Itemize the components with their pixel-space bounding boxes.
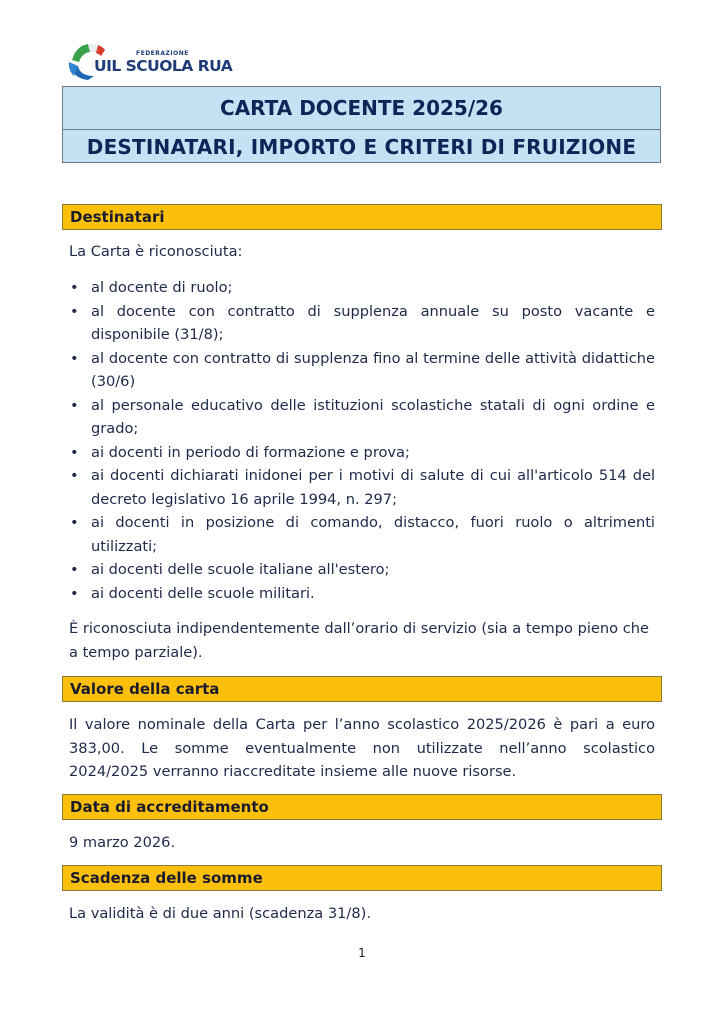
list-item: • ai docenti in posizione di comando, distacco, fuori ruolo o altrimenti utilizzati;	[69, 511, 655, 558]
uil-scuola-rua-logo	[66, 40, 233, 84]
logo-federazione-text: FEDERAZIONE	[136, 50, 189, 57]
section-heading-destinatari: Destinatari	[62, 204, 662, 230]
list-item: • ai docenti delle scuole militari.	[69, 582, 655, 606]
page-number: 1	[358, 946, 366, 960]
logo-name-text: UIL SCUOLA RUA	[94, 57, 233, 75]
destinatari-note: È riconosciuta indipendentemente dall’orario di servizio (sia a tempo pieno che a tempo parziale).	[69, 620, 649, 661]
list-item: • ai docenti in periodo di formazione e prova;	[69, 441, 655, 465]
destinatari-intro: La Carta è riconosciuta:	[69, 243, 243, 260]
document-title-box	[62, 86, 661, 163]
list-item: • ai docenti dichiarati inidonei per i motivi di salute di cui all'articolo 514 del decreto legislativo 16 aprile 1994, n. 297;	[69, 464, 655, 511]
section-heading-scadenza: Scadenza delle somme	[62, 865, 662, 891]
list-item: • al personale educativo delle istituzioni scolastiche statali di ogni ordine e grado;	[69, 394, 655, 441]
destinatari-list	[69, 276, 655, 605]
scadenza-text: La validità è di due anni (scadenza 31/8).	[69, 905, 371, 922]
valore-text: Il valore nominale della Carta per l’anno scolastico 2025/2026 è pari a euro 383,00. Le somme eventualmente non utilizzate nell’anno scolastico 2024/2025 verranno riaccreditate insieme alle nuove risorse.	[69, 716, 655, 780]
document-title: CARTA DOCENTE 2025/26	[63, 87, 660, 130]
list-item: • al docente con contratto di supplenza fino al termine delle attività didattiche (30/6)	[69, 347, 655, 394]
section-heading-data-accreditamento: Data di accreditamento	[62, 794, 662, 820]
list-item: • ai docenti delle scuole italiane all'estero;	[69, 558, 655, 582]
list-item: • al docente con contratto di supplenza annuale su posto vacante e disponibile (31/8);	[69, 300, 655, 347]
document-subtitle: DESTINATARI, IMPORTO E CRITERI DI FRUIZIONE	[86, 134, 637, 159]
list-item: • al docente di ruolo;	[69, 276, 655, 300]
data-accreditamento-text: 9 marzo 2026.	[69, 834, 176, 851]
section-heading-valore: Valore della carta	[62, 676, 662, 702]
